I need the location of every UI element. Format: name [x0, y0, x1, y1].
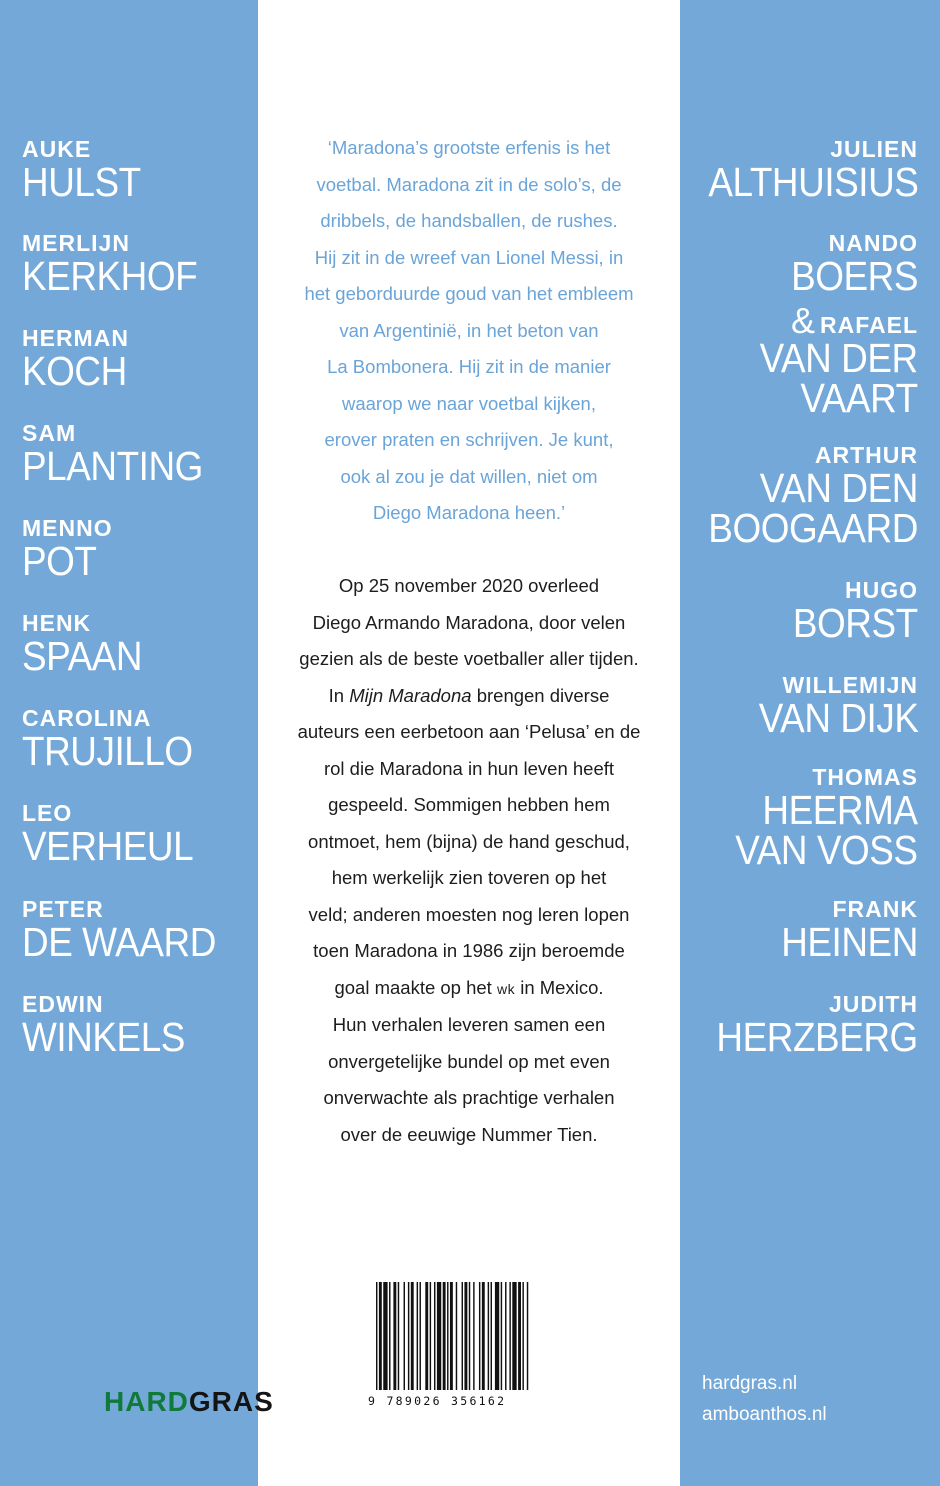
quote-line: voetbal. Maradona zit in de solo’s, de [316, 173, 622, 195]
author-last-name: VAN DIJK [758, 695, 918, 741]
author-first-name: HUGO [845, 577, 918, 603]
author-last-name: VAART [800, 375, 918, 421]
author-kerkhof [22, 230, 217, 299]
author-last-name: KOCH [22, 348, 127, 394]
barcode-bar [376, 1282, 377, 1390]
author-first-name: EDWIN [22, 991, 104, 1017]
barcode-bar [430, 1282, 431, 1390]
author-last-name: BOERS [791, 253, 918, 299]
barcode-bar [505, 1282, 506, 1390]
author-heinen [766, 896, 918, 965]
barcode-bar [443, 1282, 446, 1390]
author-planting [22, 420, 223, 489]
blurb-fragment: in Mexico. [515, 976, 604, 998]
author-last-name: PLANTING [22, 443, 203, 489]
book-title: Mijn Maradona [349, 684, 472, 706]
barcode-bar [473, 1282, 474, 1390]
author-last-name: VAN DER [759, 335, 918, 381]
author-last-name: VAN VOSS [735, 827, 918, 873]
barcode-bar [527, 1282, 528, 1390]
author-first-name: PETER [22, 896, 104, 922]
quote-line: dribbels, de handsballen, de rushes. [320, 210, 618, 231]
quote-line: van Argentinië, in het beton van [339, 319, 599, 341]
barcode-bar [420, 1282, 421, 1390]
author-trujillo [22, 705, 212, 774]
logo-part-gras: GRAS [188, 1386, 274, 1417]
barcode-bar [462, 1282, 463, 1390]
blurb-line: Diego Armando Maradona, door velen [312, 611, 626, 633]
barcode-bar [488, 1282, 489, 1390]
barcode-bar [389, 1282, 390, 1390]
author-heerma-van-voss [715, 764, 918, 873]
hardgras-logo [104, 1388, 274, 1416]
author-verheul [22, 800, 212, 869]
right-author-panel [680, 0, 940, 1486]
quote-line: waarop we naar voetbal kijken, [341, 392, 596, 414]
author-first-name: WILLEMIJN [782, 672, 918, 698]
blurb-fragment: brengen diverse [471, 684, 610, 706]
barcode-bar [408, 1282, 409, 1390]
barcode-bar [393, 1282, 396, 1390]
blurb-line [282, 678, 656, 715]
author-last-name: VAN DEN [759, 465, 918, 511]
author-last-name: HULST [22, 159, 141, 205]
barcode-bar [464, 1282, 467, 1390]
pull-quote [282, 130, 656, 532]
author-spaan [22, 610, 155, 679]
link-amboanthos[interactable]: amboanthos.nl [702, 1404, 827, 1425]
author-first-name: JULIEN [830, 136, 918, 162]
author-last-name: ALTHUISIUS [707, 159, 918, 205]
barcode-bar [512, 1282, 516, 1390]
logo-part-hard: HARD [104, 1386, 189, 1417]
blurb-line: ontmoet, hem (bijna) de hand geschud, [308, 830, 630, 852]
blurb-line: Hun verhalen leveren samen een [332, 1014, 606, 1035]
barcode-bar [479, 1282, 480, 1390]
author-first-name: JUDITH [828, 991, 918, 1017]
barcode-bar [518, 1282, 521, 1390]
barcode-bar [491, 1282, 492, 1390]
barcode-bar [398, 1282, 399, 1390]
author-borst [779, 577, 918, 646]
author-winkels [22, 991, 203, 1060]
wk-smallcaps: wk [496, 980, 516, 997]
blurb-line: Op 25 november 2020 overleed [338, 575, 600, 596]
author-last-name: SPAAN [22, 633, 143, 679]
author-first-name: CAROLINA [22, 705, 152, 731]
barcode-bar [425, 1282, 428, 1390]
author-first-name: ARTHUR [814, 442, 918, 468]
barcode-bar [434, 1282, 435, 1390]
blurb-line: over de eeuwige Nummer Tien. [340, 1123, 598, 1145]
blurb-line [282, 970, 656, 1008]
author-hulst [22, 136, 154, 205]
quote-line: ‘Maradona’s grootste erfenis is het [327, 137, 611, 158]
quote-line: Diego Maradona heen.’ [372, 502, 566, 523]
ampersand: & [790, 300, 816, 341]
barcode-bar [437, 1282, 441, 1390]
quote-line: La Bombonera. Hij zit in de manier [327, 356, 611, 377]
author-van-den-boogaard [685, 442, 918, 551]
barcode-bar [447, 1282, 448, 1390]
barcode-bar [383, 1282, 387, 1390]
isbn-number: 9 789026 356162 [368, 1394, 507, 1408]
blurb-fragment: In [328, 684, 350, 706]
isbn-barcode [368, 1276, 552, 1416]
barcode-bar [404, 1282, 405, 1390]
author-last-name: HEINEN [781, 919, 918, 965]
author-last-name: BORST [793, 600, 918, 646]
barcode-bars [368, 1276, 552, 1394]
author-last-name: VERHEUL [22, 823, 194, 869]
barcode-bar [411, 1282, 414, 1390]
barcode-bar [509, 1282, 510, 1390]
quote-line: erover praten en schrijven. Je kunt, [324, 429, 614, 450]
author-van-dijk [741, 672, 919, 741]
author-first-name: FRANK [832, 896, 918, 922]
author-first-name: HENK [22, 610, 92, 636]
author-last-name: HERZBERG [716, 1014, 918, 1060]
author-first-name: AUKE [22, 136, 92, 162]
barcode-bar [522, 1282, 523, 1390]
author-first-name: MERLIJN [22, 230, 130, 256]
blurb-line: gespeeld. Sommigen hebben hem [328, 794, 610, 815]
publisher-links [702, 1368, 827, 1430]
link-hardgras[interactable]: hardgras.nl [702, 1373, 798, 1394]
author-last-name: HEERMA [762, 787, 918, 833]
author-last-name: KERKHOF [22, 253, 198, 299]
author-first-name: RAFAEL [820, 312, 918, 338]
barcode-bar [417, 1282, 418, 1390]
author-last-name: TRUJILLO [22, 728, 193, 774]
barcode-bar [482, 1282, 485, 1390]
author-de-waard [22, 896, 237, 965]
barcode-bar [379, 1282, 382, 1390]
author-pot [22, 515, 113, 584]
barcode-bar [469, 1282, 470, 1390]
barcode-bar [495, 1282, 499, 1390]
quote-line: Hij zit in de wreef van Lionel Messi, in [314, 246, 624, 268]
author-last-name: BOOGAARD [708, 505, 918, 551]
author-boers [777, 230, 918, 299]
author-first-name: LEO [22, 800, 73, 826]
blurb-line: rol die Maradona in hun leven heeft [323, 757, 615, 779]
author-last-name: DE WAARD [22, 919, 216, 965]
blurb-line: onvergetelijke bundel op met even [328, 1050, 610, 1072]
author-first-name: MENNO [22, 515, 113, 541]
author-last-name: WINKELS [22, 1014, 185, 1060]
author-koch [22, 325, 138, 394]
blurb-line: onverwachte als prachtige verhalen [323, 1087, 615, 1108]
barcode-bar [501, 1282, 502, 1390]
author-first-name: NANDO [828, 230, 918, 256]
blurb-fragment: goal maakte op het [334, 976, 497, 998]
author-herzberg [694, 991, 918, 1060]
quote-line: ook al zou je dat willen, niet om [340, 465, 598, 487]
blurb-line: toen Maradona in 1986 zijn beroemde [313, 940, 625, 961]
author-van-der-vaart [742, 300, 918, 421]
quote-line: het geborduurde goud van het embleem [304, 283, 634, 304]
barcode-bar [450, 1282, 453, 1390]
blurb-line: auteurs een eerbetoon aan ‘Pelusa’ en de [297, 721, 641, 742]
blurb-line: veld; anderen moesten nog leren lopen [308, 903, 630, 925]
author-first-name: SAM [22, 420, 77, 446]
blurb-line: hem werkelijk zien toveren op het [331, 867, 607, 888]
author-first-name: HERMAN [22, 325, 129, 351]
author-althuisius [685, 136, 918, 205]
author-last-name: POT [22, 538, 97, 584]
blurb-text [282, 568, 656, 1153]
author-first-name: THOMAS [812, 764, 918, 790]
barcode-bar [456, 1282, 457, 1390]
blurb-line: gezien als de beste voetballer aller tijden. [299, 648, 639, 669]
